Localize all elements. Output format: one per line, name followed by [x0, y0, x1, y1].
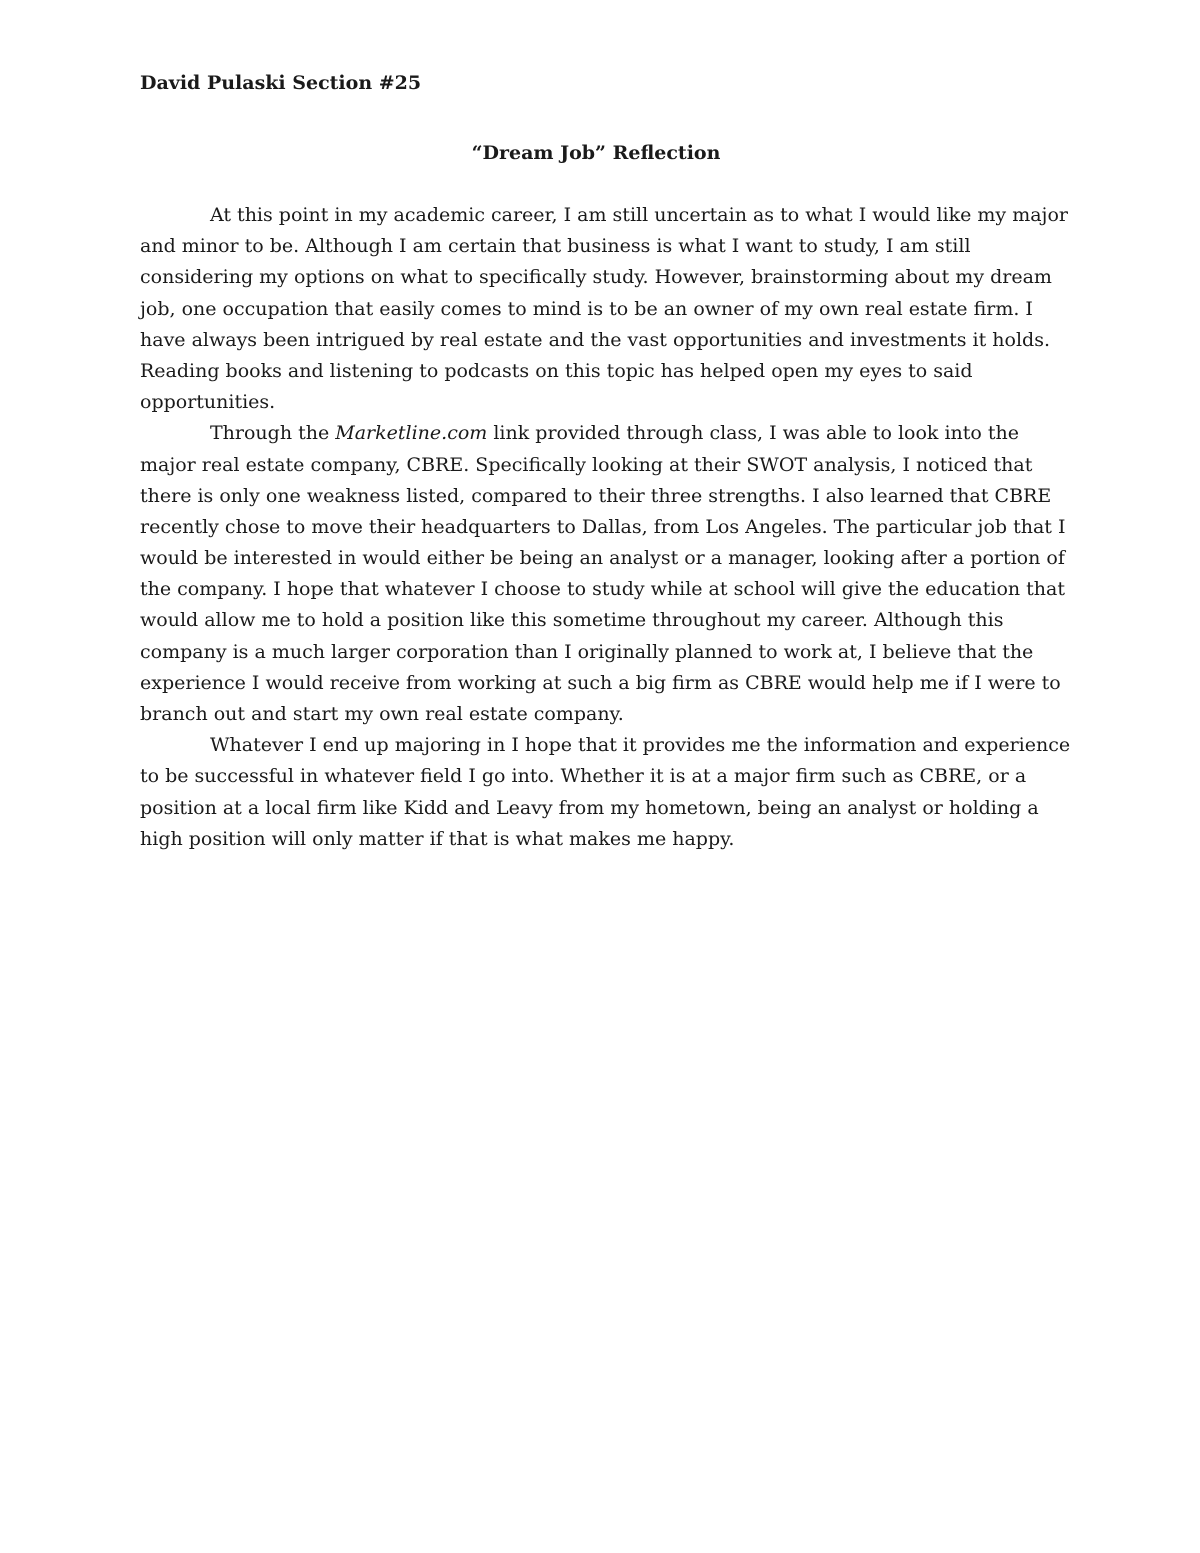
paragraph-line: would be interested in would either be being an analyst or a manager, looking after a portion of: [140, 547, 1065, 570]
paragraph-line: Reading books and listening to podcasts on this topic has helped open my eyes to said: [140, 359, 973, 382]
paragraph-line: experience I would receive from working at such a big firm as CBRE would help me if I were to: [140, 671, 1061, 694]
paragraph-3: [140, 730, 1070, 855]
paragraph-line: Whatever I end up majoring in I hope that it provides me the information and experience: [210, 734, 1071, 757]
paragraph-line: opportunities.: [140, 391, 276, 414]
paragraph-line: branch out and start my own real estate company.: [140, 703, 624, 725]
paragraph-line: high position will only matter if that is what makes me happy.: [140, 827, 735, 850]
document-title: “Dream Job” Reflection: [471, 142, 721, 164]
paragraph-line: the company. I hope that whatever I choose to study while at school will give the education that: [140, 578, 1066, 601]
paragraph-line: position at a local firm like Kidd and Leavy from my hometown, being an analyst or holding a: [140, 796, 1039, 819]
line-prefix: Through the: [210, 422, 336, 445]
paragraph-first-line: [140, 418, 1070, 449]
paragraph-line: considering my options on what to specifically study. However, brainstorming about my dream: [140, 266, 1052, 289]
paragraph-1: [140, 200, 1070, 418]
paragraph-line: major real estate company, CBRE. Specifically looking at their SWOT analysis, I noticed that: [140, 453, 1033, 476]
paragraph-2: [140, 418, 1070, 730]
paragraph-line: company is a much larger corporation than I originally planned to work at, I believe that the: [140, 640, 1034, 663]
paragraph-line: have always been intrigued by real estate and the vast opportunities and investments it holds.: [140, 328, 1051, 351]
line-suffix: link provided through class, I was able to look into the: [487, 422, 1020, 445]
paragraph-line: At this point in my academic career, I am still uncertain as to what I would like my major: [210, 204, 1068, 226]
marketline-reference: Marketline.com: [335, 422, 488, 445]
paragraph-line: and minor to be. Although I am certain that business is what I want to study, I am still: [140, 235, 971, 258]
paragraph-line: to be successful in whatever field I go into. Whether it is at a major firm such as CBRE, or a: [140, 765, 1027, 788]
paragraph-line: job, one occupation that easily comes to mind is to be an owner of my own real estate firm. I: [140, 297, 1033, 320]
paragraph-line: would allow me to hold a position like this sometime throughout my career. Although this: [140, 609, 1004, 632]
document-body: [140, 200, 1070, 855]
paragraph-line: recently chose to move their headquarters to Dallas, from Los Angeles. The particular job that I: [140, 515, 1066, 538]
paragraph-line: there is only one weakness listed, compared to their three strengths. I also learned that CBRE: [140, 484, 1052, 507]
author-section-header: David Pulaski Section #25: [140, 72, 422, 94]
